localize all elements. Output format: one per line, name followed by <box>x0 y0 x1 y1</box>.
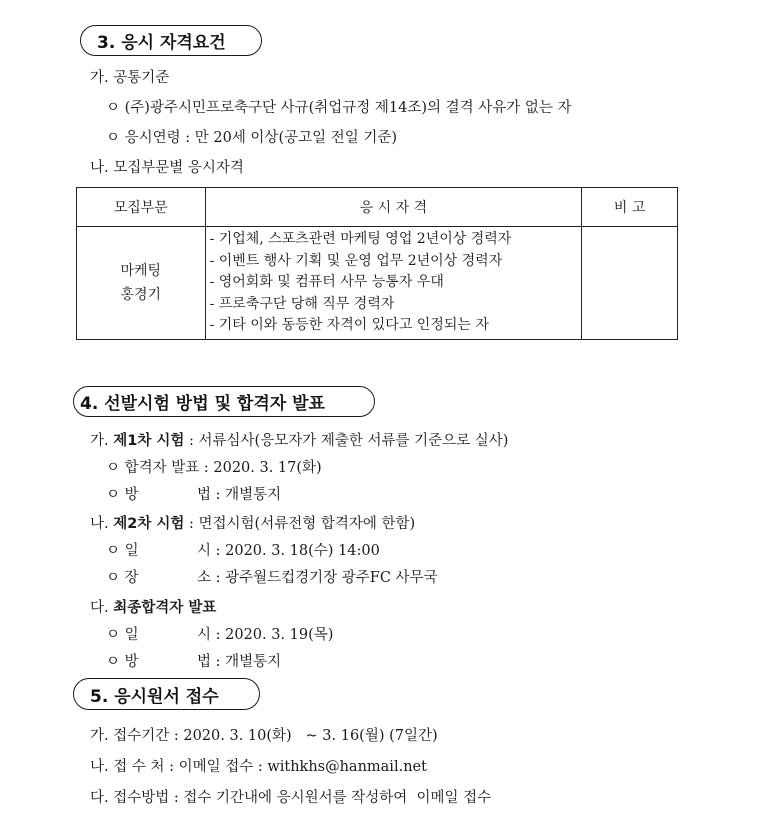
section-5-title <box>73 678 260 710</box>
item-label: ㅇ 합격자 발표 <box>106 460 200 476</box>
item-label-2: 시 <box>197 543 212 559</box>
header-note: 비 고 <box>582 188 678 227</box>
qualification-line: - 영어회화 및 컴퓨터 사무 능통자 우대 <box>209 274 444 290</box>
item-label: ㅇ 일 <box>106 627 139 643</box>
second-exam-item-1 <box>106 539 380 560</box>
submission-period: 가. 접수기간 : 2020. 3. 10(화) ~ 3. 16(월) (7일간) <box>90 728 438 744</box>
qualification-cell <box>205 227 582 340</box>
final-result-line <box>90 596 216 617</box>
section-3-a-item-1: ㅇ (주)광주시민프로축구단 사규(취업규정 제14조)의 결격 사유가 없는 자 <box>106 100 572 116</box>
item-value: : 2020. 3. 18(수) 14:00 <box>215 543 380 559</box>
final-result-item-1 <box>106 623 333 644</box>
section-4-title-text: 4. 선발시험 방법 및 합격자 발표 <box>80 394 325 414</box>
second-exam-desc: : 면접시험(서류전형 합격자에 한함) <box>184 516 416 532</box>
item-value: : 2020. 3. 19(목) <box>215 627 334 643</box>
item-value: : 개별통지 <box>215 487 282 503</box>
item-label: ㅇ 방 <box>106 487 139 503</box>
final-result-item-2 <box>106 650 281 671</box>
table-row <box>77 227 678 340</box>
first-exam-desc: : 서류심사(응모자가 제출한 서류를 기준으로 실사) <box>184 433 509 449</box>
first-exam-item-1 <box>106 456 322 477</box>
item-value: : 광주월드컵경기장 광주FC 사무국 <box>215 570 438 586</box>
category-cell <box>77 227 206 340</box>
section-3-a-heading: 가. 공통기준 <box>90 70 170 86</box>
second-exam-line <box>90 512 415 533</box>
table-header-row <box>77 188 678 227</box>
second-exam-prefix: 나. <box>90 516 114 532</box>
section-3-a-item-2: ㅇ 응시연령 : 만 20세 이상(공고일 전일 기준) <box>106 130 398 146</box>
item-label: ㅇ 방 <box>106 654 139 670</box>
section-3-b-heading: 나. 모집부문별 응시자격 <box>90 160 244 176</box>
item-value: : 2020. 3. 17(화) <box>203 460 322 476</box>
qualification-line: - 기업체, 스포츠관련 마케팅 영업 2년이상 경력자 <box>209 231 512 247</box>
header-qualification: 응 시 자 격 <box>205 188 582 227</box>
category-line-1: 마케팅 <box>120 262 162 279</box>
qualification-line: - 프로축구단 당해 직무 경력자 <box>209 295 395 312</box>
qualification-line: - 기타 이와 동등한 자격이 있다고 인정되는 자 <box>209 317 489 333</box>
first-exam-line <box>90 429 508 450</box>
qualification-line: - 이벤트 행사 기획 및 운영 업무 2년이상 경력자 <box>209 252 503 269</box>
category-line-2: 홍경기 <box>120 286 162 303</box>
section-3-title-text: 3. 응시 자격요건 <box>97 33 226 53</box>
item-label-2: 법 <box>197 487 212 503</box>
first-exam-title: 제1차 시험 <box>113 433 185 449</box>
item-value: : 개별통지 <box>215 654 282 670</box>
item-label-2: 법 <box>197 654 212 670</box>
section-5-title-text: 5. 응시원서 접수 <box>90 686 219 707</box>
item-label-2: 소 <box>197 570 212 586</box>
qualification-table <box>76 187 678 340</box>
final-result-title: 최종합격자 발표 <box>113 600 217 616</box>
item-label-2: 시 <box>197 627 212 643</box>
submission-method: 다. 접수방법 : 접수 기간내에 응시원서를 작성하여 이메일 접수 <box>90 790 492 806</box>
first-exam-prefix: 가. <box>90 433 114 449</box>
first-exam-item-2 <box>106 483 281 504</box>
final-result-prefix: 다. <box>90 600 114 616</box>
second-exam-title: 제2차 시험 <box>113 516 185 532</box>
item-label: ㅇ 장 <box>106 570 139 586</box>
header-category: 모집부문 <box>77 188 206 227</box>
second-exam-item-2 <box>106 566 438 587</box>
section-3-title <box>80 25 262 56</box>
section-4-title <box>73 386 375 417</box>
submission-place: 나. 접 수 처 : 이메일 접수 : withkhs@hanmail.net <box>90 759 427 775</box>
note-cell <box>582 227 678 340</box>
item-label: ㅇ 일 <box>106 543 139 559</box>
